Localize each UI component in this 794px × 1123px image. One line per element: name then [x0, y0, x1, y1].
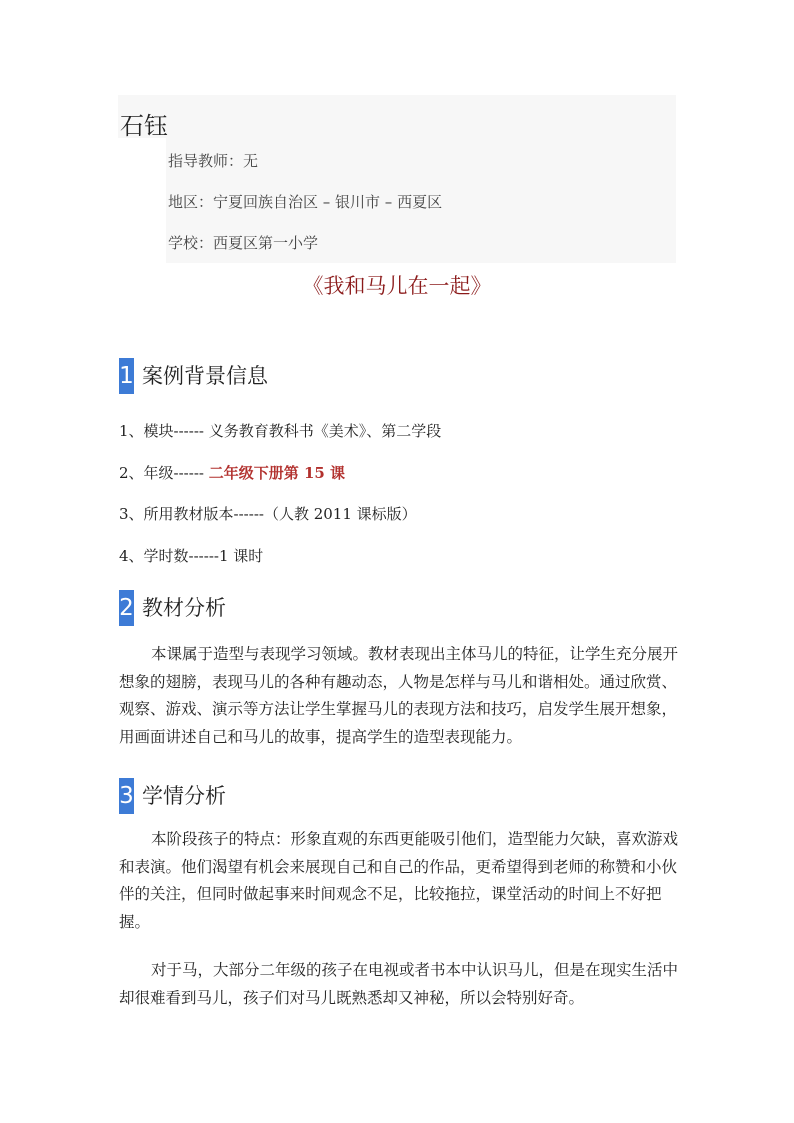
info-item-module: 1、模块------ 义务教育教科书《美术》、第二学段: [119, 422, 442, 440]
section-title: 案例背景信息: [142, 364, 268, 388]
info-item-textbook-version: 3、所用教材版本------（人教 2011 课标版）: [119, 505, 417, 523]
info-item-class-hours: 4、学时数------1 课时: [119, 547, 264, 565]
section-number-badge: 1: [119, 358, 134, 394]
author-info-indent: [118, 138, 166, 263]
section-title: 学情分析: [142, 784, 226, 808]
section-number-badge: 2: [119, 590, 134, 626]
region-line: 地区：宁夏回族自治区 – 银川市 – 西夏区: [168, 193, 443, 211]
advisor-line: 指导教师：无: [168, 152, 259, 170]
section-title: 教材分析: [142, 596, 226, 620]
lesson-title: 《我和马儿在一起》: [302, 274, 492, 298]
textbook-analysis-paragraph: 本课属于造型与表现学习领域。教材表现出主体马儿的特征，让学生充分展开想象的翅膀，表现马儿的各种有趣动态，人物是怎样与马儿和谐相处。通过欣赏、观察、游戏、演示等方法让学生掌握马儿的表现方法和技巧，启发学生展开想象，用画面讲述自己和马儿的故事，提高学生的造型表现能力。: [119, 645, 679, 746]
student-analysis-paragraph-1: 本阶段孩子的特点：形象直观的东西更能吸引他们，造型能力欠缺，喜欢游戏和表演。他们渴望有机会来展现自己和自己的作品，更希望得到老师的称赞和小伙伴的关注，但同时做起事来时间观念不足，比较拖拉，课堂活动的时间上不好把握。: [119, 830, 679, 931]
grade-highlight: 二年级下册第 15 课: [208, 464, 346, 482]
school-line: 学校：西夏区第一小学: [168, 234, 319, 252]
student-analysis-paragraph-2: 对于马，大部分二年级的孩子在电视或者书本中认识马儿，但是在现实生活中却很难看到马儿，孩子们对马儿既熟悉却又神秘，所以会特别好奇。: [119, 961, 679, 1007]
author-name: 石钰: [120, 112, 168, 140]
info-item-grade: 2、年级------ 二年级下册第 15 课: [119, 464, 346, 482]
section-number-badge: 3: [119, 778, 134, 814]
